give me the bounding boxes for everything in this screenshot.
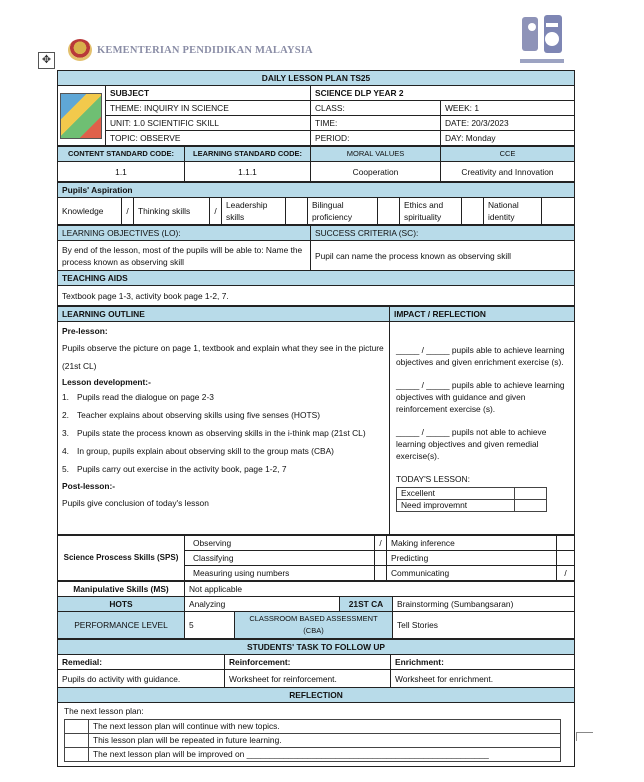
- lo-text: By end of the lesson, most of the pupils will be able to: Name the process known as observing skill: [58, 241, 311, 271]
- today-excellent: Excellent: [397, 488, 515, 500]
- list-item: 1. Pupils read the dialogue on page 2-3: [62, 392, 214, 402]
- sps-item: Measuring using numbers: [185, 566, 375, 581]
- page-corner-marker: [576, 732, 593, 741]
- sps-label: Science Proscess Skills (SPS): [58, 536, 185, 581]
- aspiration-label: Pupils' Aspiration: [58, 183, 575, 198]
- ms-label: Manipulative Skills (MS): [58, 582, 185, 597]
- lesson-development-label: Lesson development:-: [62, 377, 151, 387]
- post-lesson-label: Post-lesson:-: [62, 481, 116, 491]
- aspiration-mark: /: [122, 198, 134, 225]
- reflection-option: The next lesson plan will be improved on ____________________________________________________: [89, 748, 561, 762]
- aspiration-mark: [286, 198, 308, 225]
- hots-label: HOTS: [58, 597, 185, 612]
- reflection-option: The next lesson plan will continue with new topics.: [89, 720, 561, 734]
- sps-mark: /: [375, 536, 387, 551]
- reinforcement-label: Reinforcement:: [225, 655, 391, 670]
- reflection-option: This lesson plan will be repeated in future learning.: [89, 734, 561, 748]
- skills-table: [57, 535, 575, 581]
- remedial-text: Pupils do activity with guidance.: [58, 670, 225, 688]
- sc-label: SUCCESS CRITERIA (SC):: [311, 226, 575, 241]
- performance-level-label: PERFORMANCE LEVEL: [58, 612, 185, 639]
- cce-label: CCE: [441, 147, 575, 162]
- sps-item: Predicting: [387, 551, 557, 566]
- sc-text: Pupil can name the process known as observing skill: [311, 241, 575, 271]
- impact-reinforcement: _____ / _____ pupils able to achieve learning objectives with guidance and given reinforcement exercise (s).: [396, 380, 565, 414]
- outline-content: [58, 322, 390, 535]
- textbook-cover-image: [60, 93, 102, 139]
- aspiration-mark: [462, 198, 484, 225]
- sps-item: Classifying: [185, 551, 375, 566]
- move-handle-icon[interactable]: ✥: [38, 52, 55, 69]
- reflection-label: REFLECTION: [58, 688, 575, 703]
- todays-lesson-table: [396, 487, 547, 512]
- learning-standard-value: 1.1.1: [185, 162, 311, 182]
- today-improve: Need improvemnt: [397, 500, 515, 512]
- impact-content: [390, 322, 575, 535]
- learning-standard-label: LEARNING STANDARD CODE:: [185, 147, 311, 162]
- lesson-development-list: [62, 388, 385, 478]
- aspiration-item: Knowledge: [58, 198, 122, 225]
- aspiration-mark: /: [210, 198, 222, 225]
- impact-enrichment: _____ / _____ pupils able to achieve learning objectives and given enrichment exercise (s).: [396, 345, 565, 367]
- outline-table: [57, 306, 575, 535]
- cce-value: Creativity and Innovation: [441, 162, 575, 182]
- enrichment-label: Enrichment:: [391, 655, 575, 670]
- reflection-checkbox[interactable]: [65, 720, 89, 734]
- teaching-aids-text: Textbook page 1-3, activity book page 1-2, 7.: [58, 286, 575, 306]
- subject-label: SUBJECT: [106, 86, 311, 101]
- assessment-table: [57, 581, 575, 639]
- sps-mark: /: [557, 566, 575, 581]
- ministry-crest-icon: [68, 39, 92, 61]
- reinforcement-text: Worksheet for reinforcement.: [225, 670, 391, 688]
- reflection-checkbox[interactable]: [65, 748, 89, 762]
- learning-outline-label: LEARNING OUTLINE: [58, 307, 390, 322]
- aspiration-table: [57, 182, 575, 225]
- 21st-ca-label: 21ST CA: [340, 597, 393, 612]
- standards-table: [57, 146, 575, 182]
- ministry-name: KEMENTERIAN PENDIDIKAN MALAYSIA: [97, 44, 313, 56]
- lesson-plan-document: [57, 70, 574, 767]
- reflection-content: [58, 703, 575, 767]
- 21st-ca-value: Brainstorming (Sumbangsaran): [393, 597, 575, 612]
- date-text: DATE: 20/3/2023: [441, 116, 575, 131]
- sps-mark: [557, 536, 575, 551]
- subject-value: SCIENCE DLP YEAR 2: [311, 86, 575, 101]
- aspiration-item: Thinking skills: [134, 198, 210, 225]
- aspiration-item: National identity: [484, 198, 542, 225]
- period-text: PERIOD:: [311, 131, 441, 146]
- ts25-logo-icon: [520, 13, 564, 57]
- cba-value: Tell Stories: [393, 612, 575, 639]
- sps-item: Observing: [185, 536, 375, 551]
- enrichment-text: Worksheet for enrichment.: [391, 670, 575, 688]
- list-item: 3. Pupils state the process known as observing skills in the i-think map (21st CL): [62, 428, 366, 438]
- time-text: TIME:: [311, 116, 441, 131]
- theme-text: THEME: INQUIRY IN SCIENCE: [106, 101, 311, 116]
- pre-lesson-label: Pre-lesson:: [62, 326, 108, 336]
- list-item: 4. In group, pupils explain about observing skill to the group mats (CBA): [62, 446, 334, 456]
- day-text: DAY: Monday: [441, 131, 575, 146]
- aspiration-item: Ethics and spirituality: [400, 198, 462, 225]
- followup-label: STUDENTS' TASK TO FOLLOW UP: [58, 640, 575, 655]
- content-standard-value: 1.1: [58, 162, 185, 182]
- plan-title: DAILY LESSON PLAN TS25: [58, 71, 575, 86]
- ministry-header: [68, 39, 313, 61]
- unit-text: UNIT: 1.0 SCIENTIFIC SKILL: [106, 116, 311, 131]
- content-standard-label: CONTENT STANDARD CODE:: [58, 147, 185, 162]
- ms-value: Not applicable: [185, 582, 575, 597]
- reflection-checkbox[interactable]: [65, 734, 89, 748]
- cba-label: CLASSROOM BASED ASSESSMENT (CBA): [235, 612, 393, 639]
- moral-values-value: Cooperation: [311, 162, 441, 182]
- lo-label: LEARNING OBJECTIVES (LO):: [58, 226, 311, 241]
- topic-text: TOPIC: OBSERVE: [106, 131, 311, 146]
- hots-value: Analyzing: [185, 597, 340, 612]
- list-item: 2. Teacher explains about observing skills using five senses (HOTS): [62, 410, 320, 420]
- sps-item: Communicating: [387, 566, 557, 581]
- aspiration-item: Leadership skills: [222, 198, 286, 225]
- remedial-label: Remedial:: [58, 655, 225, 670]
- sps-mark: [375, 551, 387, 566]
- reflection-intro: The next lesson plan:: [64, 706, 144, 716]
- moral-values-label: MORAL VALUES: [311, 147, 441, 162]
- impact-label: IMPACT / REFLECTION: [390, 307, 575, 322]
- objectives-table: [57, 225, 575, 306]
- today-excellent-box[interactable]: [515, 488, 547, 500]
- aspiration-item: Bilingual proficiency: [308, 198, 378, 225]
- pre-lesson-text: Pupils observe the picture on page 1, textbook and explain what they see in the picture (21st CL): [62, 343, 384, 371]
- aspiration-mark: [542, 198, 575, 225]
- performance-level-value: 5: [185, 612, 235, 639]
- info-table: [57, 70, 575, 146]
- sps-item: Making inference: [387, 536, 557, 551]
- todays-lesson-label: TODAY'S LESSON:: [396, 474, 470, 484]
- impact-remedial: _____ / _____ pupils not able to achieve learning objectives and given remedial exercise(s).: [396, 427, 547, 461]
- class-text: CLASS:: [311, 101, 441, 116]
- aspiration-mark: [378, 198, 400, 225]
- sps-mark: [557, 551, 575, 566]
- today-improve-box[interactable]: [515, 500, 547, 512]
- post-lesson-text: Pupils give conclusion of today's lesson: [62, 498, 209, 508]
- teaching-aids-label: TEACHING AIDS: [58, 271, 575, 286]
- week-text: WEEK: 1: [441, 101, 575, 116]
- sps-mark: [375, 566, 387, 581]
- list-item: 5. Pupils carry out exercise in the activity book, page 1-2, 7: [62, 464, 287, 474]
- reflection-options-table: [64, 719, 561, 762]
- followup-table: [57, 639, 575, 767]
